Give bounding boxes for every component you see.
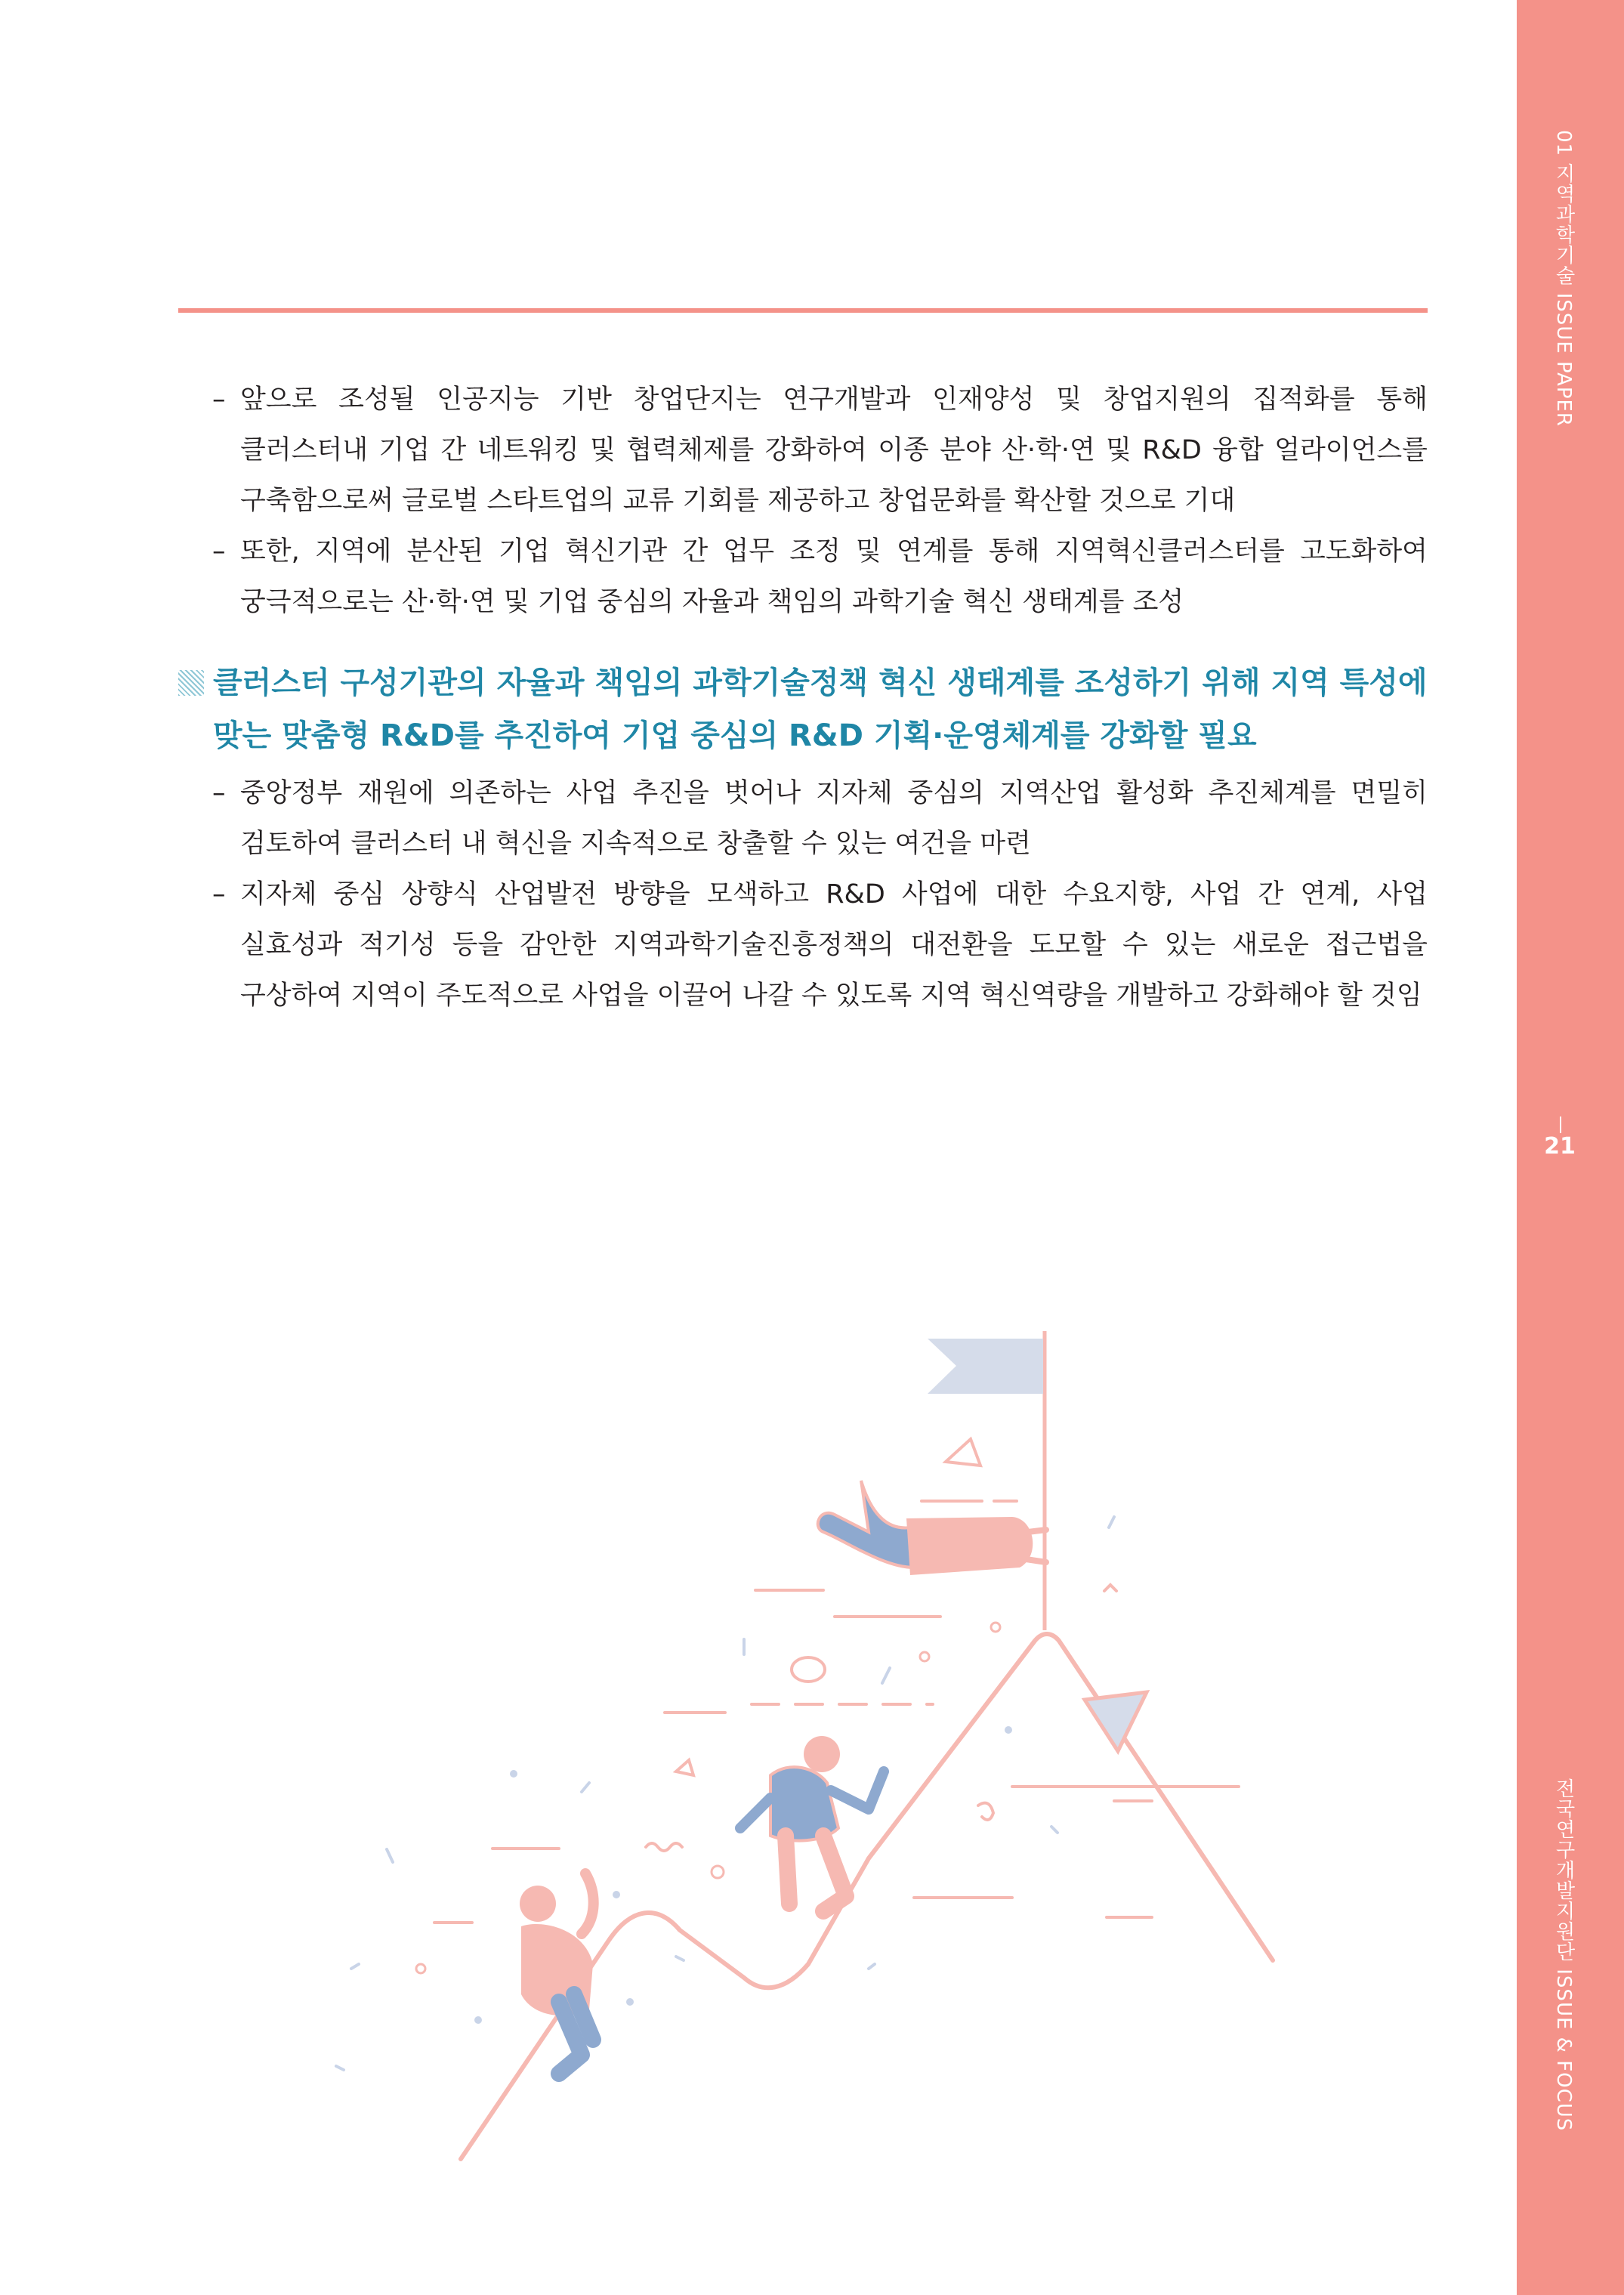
bullet-text: 지자체 중심 상향식 산업발전 방향을 모색하고 R&D 사업에 대한 수요지향, 사업 간 연계, 사업 실효성과 적기성 등을 감안한 지역과학기술진흥정책의 대전환을 도모할 수 있는 새로운 접근법을 구상하여 지역이 주도적으로 사업을 이끌어 나갈 수 있도록 지역 혁신역량을 개발하고 강화해야 할 것임 [240,879,1428,1011]
sidebar-bottom-text: 전국연구개발지원단 ISSUE & FOCUS [1552,1778,1575,2132]
bullet-text: 중앙정부 재원에 의존하는 사업 추진을 벗어나 지자체 중심의 지역산업 활성화 추진체계를 면밀히 검토하여 클러스터 내 혁신을 지속적으로 창출할 수 있는 여건을 마련 [240,778,1428,859]
decor-ticks [336,1517,1114,2070]
flag-icon [928,1331,1045,1630]
floating-rocks [676,1439,1147,1775]
dash-marker: – [212,778,226,808]
dash-marker: – [212,385,226,415]
running-person-figure [740,1736,884,1911]
decor-dots [416,1623,1012,2024]
mountain-outline [461,1634,1273,2159]
heading-text: 클러스터 구성기관의 자율과 책임의 과학기술정책 혁신 생태계를 조성하기 위해 지역 특성에 맞는 맞춤형 R&D를 추진하여 기업 중심의 R&D 기획·운영체계를 강화할 필요 [213,666,1428,753]
bullet-text: 앞으로 조성될 인공지능 기반 창업단지는 연구개발과 인재양성 및 창업지원의 집적화를 통해 클러스터내 기업 간 네트워킹 및 협력체제를 강화하여 이종 분야 산·학·연 및 R&D 융합 얼라이언스를 구축함으로써 글로벌 스타트업의 교류 기회를 제공하고 창업문화를 확산할 것으로 기대 [240,385,1428,516]
dash-marker: – [212,536,226,567]
climbing-person-figure [520,1873,594,2074]
bullet-text: 또한, 지역에 분산된 기업 혁신기관 간 업무 조정 및 연계를 통해 지역혁신클러스터를 고도화하여 궁극적으로는 산·학·연 및 기업 중심의 자율과 책임의 과학기술 혁신 생태계를 조성 [240,536,1428,617]
flying-person-figure [818,1481,1046,1575]
page-number: 21 [1544,1133,1576,1160]
dash-marker: – [212,879,226,910]
sidebar-top-text: 01 지역과학기술 ISSUE PAPER [1552,130,1575,427]
